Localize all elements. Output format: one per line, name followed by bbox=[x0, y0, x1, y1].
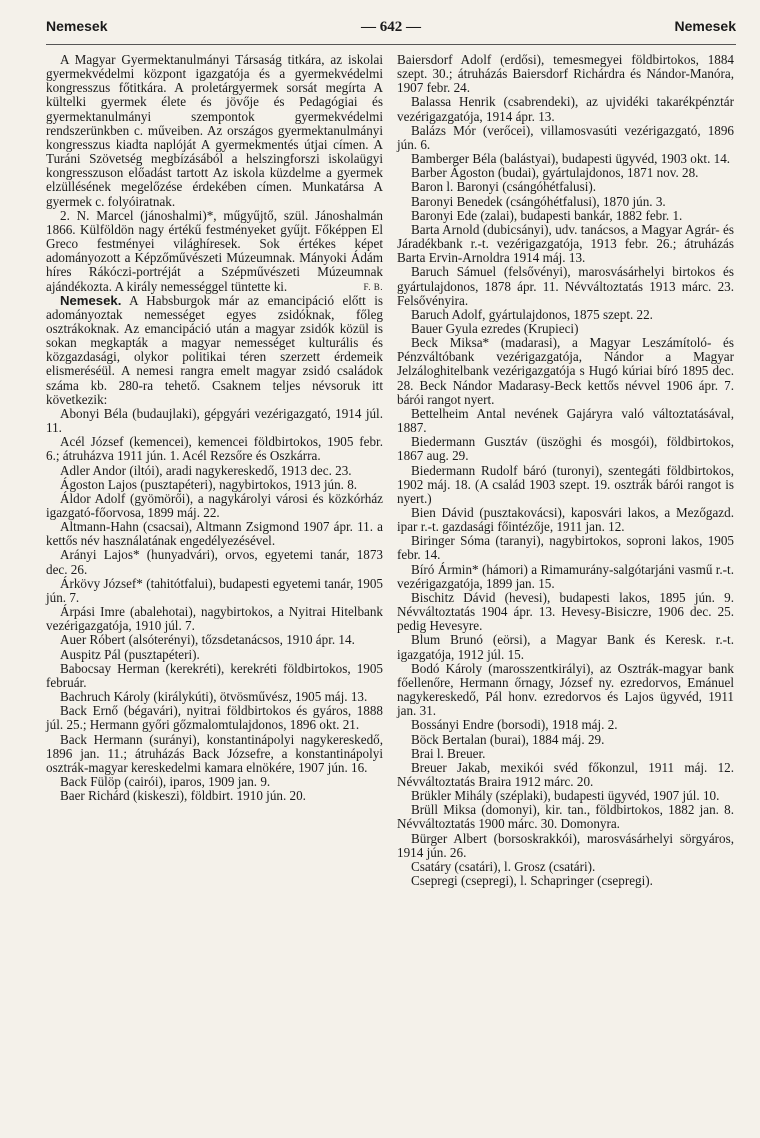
entry-text: Böck Bertalan (burai), 1884 máj. 29. bbox=[411, 731, 605, 747]
entry-paragraph bbox=[46, 520, 383, 548]
entry-paragraph bbox=[46, 704, 383, 732]
entry-text: Baronyi Ede (zalai), budapesti bankár, 1882 febr. 1. bbox=[411, 207, 683, 223]
entry-text: Baron l. Baronyi (csángóhétfalusi). bbox=[411, 179, 597, 195]
entry-text: Babocsay Herman (kerekréti), kerekréti földbirtokos, 1905 február. bbox=[46, 660, 383, 690]
entry-text: Árpási Imre (abalehotai), nagybirtokos, a Nyitrai Hitelbank vezérigazgatója, 1910 júl. 7. bbox=[46, 604, 383, 634]
entry-text: Baronyi Benedek (csángóhétfalusi), 1870 jún. 3. bbox=[411, 193, 666, 209]
entry-text: Beck Miksa* (madarasi), a Magyar Leszámítoló- és Pénzváltóbank vezérigazgatója, Nándor a Magyar Jelzáloghitelbank vezérigazgatója s Hugó kúriai bíró 1895 dec. 28. Beck Nándor Madarasy-Beck kettős névvel 1906 ápr. 7. bárói rangot nyert. bbox=[397, 335, 734, 407]
entry-paragraph bbox=[46, 492, 383, 520]
entry-text: 2. N. Marcel (jánoshalmi)*, műgyűjtő, szül. Jánoshalmán 1866. Külföldön nagy értékű festményeket gyűjt. Főképpen El Greco festményei világhíresek. Sok értékes képet adományozott a Képzőművészeti Múzeumnak. Mányoki Ádám híres Rákóczi-portréját a Szépművészeti Múzeumnak ajándékozta. A király nemességgel tüntette ki. bbox=[46, 207, 383, 294]
entry-paragraph bbox=[397, 308, 734, 322]
entry-paragraph bbox=[397, 563, 734, 591]
entry-text: Bachruch Károly (királykúti), ötvösművész, 1905 máj. 13. bbox=[60, 689, 368, 705]
entry-text: Baruch Adolf, gyártulajdonos, 1875 szept. 22. bbox=[411, 306, 653, 322]
entry-paragraph bbox=[46, 548, 383, 576]
entry-text: Bauer Gyula ezredes (Krupieci) bbox=[411, 320, 579, 336]
entry-paragraph bbox=[397, 733, 734, 747]
entry-paragraph bbox=[397, 166, 734, 180]
entry-paragraph bbox=[397, 435, 734, 463]
entry-text: Brüll Miksa (domonyi), kir. tan., földbirtokos, 1882 jan. 8. Névváltoztatás 1900 márc. 30. Domonyra. bbox=[397, 802, 734, 832]
entry-paragraph bbox=[397, 209, 734, 223]
entry-text: Baer Richárd (kiskeszi), földbirt. 1910 jún. 20. bbox=[60, 788, 306, 804]
entry-text: Back Hermann (surányi), konstantinápolyi nagykereskedő, 1896 jan. 11.; átruházás Back Józsefre, a konstantinápolyi osztrák-magyar kereskedelmi kamara elnökére, 1907 jún. 16. bbox=[46, 731, 383, 775]
entry-paragraph bbox=[46, 605, 383, 633]
entry-text: Csatáry (csatári), l. Grosz (csatári). bbox=[411, 858, 596, 874]
entry-paragraph bbox=[46, 633, 383, 647]
entry-text: A Habsburgok már az emancipáció előtt is adományoztak nemességet egyes zsidóknak, főleg osztrákoknak. Az emancipáció után a magyar zsidók közül is sokan megkapták a magyar nemességet kulturális és közgazdasági, olykor politikai téren szerzett érdemeik elismeréséül. A nemesi rangra emelt magyar zsidó családok száma kb. 280-ra tehető. Csaknem teljes névsoruk itt következik: bbox=[46, 292, 383, 407]
entry-paragraph bbox=[397, 747, 734, 761]
entry-text: Bürger Albert (borsoskrakkói), marosvásárhelyi sörgyáros, 1914 jún. 26. bbox=[397, 830, 734, 860]
running-header bbox=[46, 18, 736, 45]
entry-paragraph bbox=[46, 648, 383, 662]
entry-text: Bamberger Béla (balástyai), budapesti ügyvéd, 1903 okt. 14. bbox=[411, 151, 731, 167]
entry-paragraph bbox=[46, 662, 383, 690]
entry-text: Bischitz Dávid (hevesi), budapesti lakos, 1895 jún. 9. Névváltoztatás 1904 ápr. 13. Hevesy-Bisiczre, 1906 dec. 25. pedig Hevesyre. bbox=[397, 589, 734, 634]
entry-text: Biedermann Rudolf báró (turonyi), szentegáti földbirtokos, 1902 máj. 18. (A család 1903 szept. 19. osztrák bárói rangot is nyert.) bbox=[397, 462, 734, 506]
entry-text: Breuer Jakab, mexikói svéd főkonzul, 1911 máj. 12. Névváltoztatás Braira 1912 márc. 20. bbox=[397, 759, 734, 789]
entry-paragraph bbox=[46, 478, 383, 492]
entry-paragraph bbox=[397, 407, 734, 435]
entry-text: Auspitz Pál (pusztapéteri). bbox=[60, 646, 200, 662]
entry-paragraph bbox=[397, 265, 734, 307]
entry-paragraph bbox=[397, 223, 734, 265]
entry-paragraph bbox=[397, 803, 734, 831]
entry-paragraph bbox=[397, 180, 734, 194]
entry-text: Csepregi (csepregi), l. Schapringer (csepregi). bbox=[411, 873, 653, 889]
entry-paragraph bbox=[397, 534, 734, 562]
entry-paragraph bbox=[397, 633, 734, 661]
entry-paragraph bbox=[46, 435, 383, 463]
page-number: — 642 — bbox=[361, 19, 421, 35]
entry-paragraph bbox=[397, 53, 734, 95]
entry-text: Altmann-Hahn (csacsai), Altmann Zsigmond 1907 ápr. 11. a kettős név használatának engedélyezésével. bbox=[46, 519, 383, 549]
entry-paragraph bbox=[397, 789, 734, 803]
entry-paragraph bbox=[397, 506, 734, 534]
entry-paragraph bbox=[397, 95, 734, 123]
entry-paragraph bbox=[46, 464, 383, 478]
author-signature: F. B. bbox=[363, 281, 383, 292]
entry-text: Biringer Sóma (taranyi), nagybirtokos, soproni lakos, 1905 febr. 14. bbox=[397, 533, 734, 563]
entry-text: Balassa Henrik (csabrendeki), az ujvidéki takarékpénztár vezérigazgatója, 1914 ápr. 13. bbox=[397, 94, 734, 124]
entry-paragraph bbox=[397, 152, 734, 166]
entry-paragraph bbox=[46, 775, 383, 789]
entry-paragraph bbox=[397, 336, 734, 407]
entry-paragraph bbox=[46, 407, 383, 435]
entry-text: Brai l. Breuer. bbox=[411, 745, 486, 761]
entry-text: Brükler Mihály (széplaki), budapesti ügyvéd, 1907 júl. 10. bbox=[411, 788, 720, 804]
right-column bbox=[397, 53, 734, 888]
entry-paragraph bbox=[46, 294, 383, 407]
entry-text: Baiersdorf Adolf (erdősi), temesmegyei földbirtokos, 1884 szept. 30.; átruházás Baiersdorf Richárdra és Nándor-Manóra, 1907 febr. 24. bbox=[397, 52, 734, 96]
entry-text: Balázs Mór (verőcei), villamosvasúti vezérigazgató, 1896 jún. 6. bbox=[397, 122, 734, 152]
entry-paragraph bbox=[397, 874, 734, 888]
entry-paragraph bbox=[46, 209, 383, 294]
entry-text: Áldor Adolf (gyömörői), a nagykárolyi városi és közkórház igazgató-főorvosa, 1899 máj. 22. bbox=[46, 490, 383, 520]
entry-paragraph bbox=[397, 761, 734, 789]
left-column bbox=[46, 53, 383, 888]
entry-text: Bíró Ármin* (hámori) a Rimamurány-salgótarjáni vasmű r.-t. vezérigazgatója, 1899 jan. 15. bbox=[397, 561, 734, 591]
entry-paragraph bbox=[397, 464, 734, 506]
entry-paragraph bbox=[46, 690, 383, 704]
entry-text: Auer Róbert (alsóterényi), tőzsdetanácsos, 1910 ápr. 14. bbox=[60, 632, 355, 648]
header-right: Nemesek bbox=[674, 18, 736, 34]
entry-text: A Magyar Gyermektanulmányi Társaság titkára, az iskolai gyermekvédelmi központ igazgatója és a gyermekvédelmi kongresszus főtitkára. A proletárgyermek sorsát megírta A kültelki gyermek élete és jövője és Pedagógiai és gyermektanulmányi szempontok gyermekvédelmi rendszerünkben c. műveiben. Az országos gyermektanulmányi kongresszus kiadta naplóját A gyermekmentés útjai címen. A Turáni Szövetség megbízásából a helszingforszi iskolaügyi kongresszuson előadást tartott Az iskola küzdelme a gyermek elzüllésének megelőzése érdekében címen. Munkatársa A gyermek c. folyóiratnak. bbox=[46, 52, 383, 209]
entry-paragraph bbox=[46, 577, 383, 605]
entry-text: Abonyi Béla (budaujlaki), gépgyári vezérigazgató, 1914 júl. 11. bbox=[46, 405, 383, 436]
entry-text: Arányi Lajos* (hunyadvári), orvos, egyetemi tanár, 1873 dec. 26. bbox=[46, 547, 383, 577]
text-columns bbox=[46, 53, 736, 888]
entry-text: Bodó Károly (marosszentkirályi), az Osztrák-magyar bank főellenőre, Hermann őrnagy, József ny. ezredorvos, Emánuel nagykereskedő, Pál honv. ezredorvos és Lajos ügyvéd, 1911 jan. 31. bbox=[397, 660, 734, 719]
entry-text: Biedermann Gusztáv (üszöghi és mosgói), földbirtokos, 1867 aug. 29. bbox=[397, 434, 734, 464]
entry-text: Barber Ágoston (budai), gyártulajdonos, 1871 nov. 28. bbox=[411, 165, 699, 181]
entry-text: Bien Dávid (pusztakovácsi), kaposvári lakos, a Mezőgazd. ipar r.-t. gazdasági főintézője, 1911 jan. 12. bbox=[397, 505, 734, 535]
entry-text: Bossányi Endre (borsodi), 1918 máj. 2. bbox=[411, 717, 618, 733]
entry-paragraph bbox=[397, 832, 734, 860]
entry-paragraph bbox=[397, 662, 734, 719]
entry-text: Barta Arnold (dubicsányi), udv. tanácsos, a Magyar Agrár- és Járadékbank r.-t. vezérigazgatója, 1913 febr. 26.; átruházás Barta Ervin-Arnoldra 1914 máj. 13. bbox=[397, 221, 734, 266]
entry-paragraph bbox=[397, 718, 734, 732]
entry-text: Acél József (kemencei), kemencei földbirtokos, 1905 febr. 6.; átruházva 1911 jún. 1. Acél Rezsőre és Oszkárra. bbox=[46, 434, 383, 464]
entry-paragraph bbox=[397, 195, 734, 209]
entry-paragraph bbox=[397, 322, 734, 336]
entry-text: Ágoston Lajos (pusztapéteri), nagybirtokos, 1913 jún. 8. bbox=[60, 476, 358, 492]
entry-text: Baruch Sámuel (felsővényi), marosvásárhelyi birtokos és gyártulajdonos, 1878 ápr. 11. Névváltoztatás 1913 márc. 23. Felsővényira. bbox=[397, 264, 734, 308]
entry-text: Back Ernő (bégavári), nyitrai földbirtokos és gyáros, 1888 júl. 25.; Hermann győri gőzmalomtulajdonos, 1896 okt. 21. bbox=[46, 703, 383, 733]
entry-paragraph bbox=[46, 789, 383, 803]
entry-paragraph bbox=[46, 733, 383, 775]
entry-paragraph bbox=[46, 53, 383, 209]
entry-paragraph bbox=[397, 591, 734, 633]
entry-text: Adler Andor (iltói), aradi nagykereskedő, 1913 dec. 23. bbox=[60, 462, 352, 478]
entry-text: Blum Brunó (eörsi), a Magyar Bank és Keresk. r.-t. igazgatója, 1912 júl. 15. bbox=[397, 632, 734, 662]
header-left: Nemesek bbox=[46, 18, 108, 34]
entry-text: Árkövy József* (tahitótfalui), budapesti egyetemi tanár, 1905 jún. 7. bbox=[46, 575, 383, 605]
entry-text: Back Fülöp (cairói), iparos, 1909 jan. 9. bbox=[60, 773, 271, 789]
entry-paragraph bbox=[397, 860, 734, 874]
entry-paragraph bbox=[397, 124, 734, 152]
entry-text: Bettelheim Antal nevének Gajáryra való változtatásával, 1887. bbox=[397, 405, 734, 436]
section-keyword: Nemesek. bbox=[60, 292, 122, 308]
